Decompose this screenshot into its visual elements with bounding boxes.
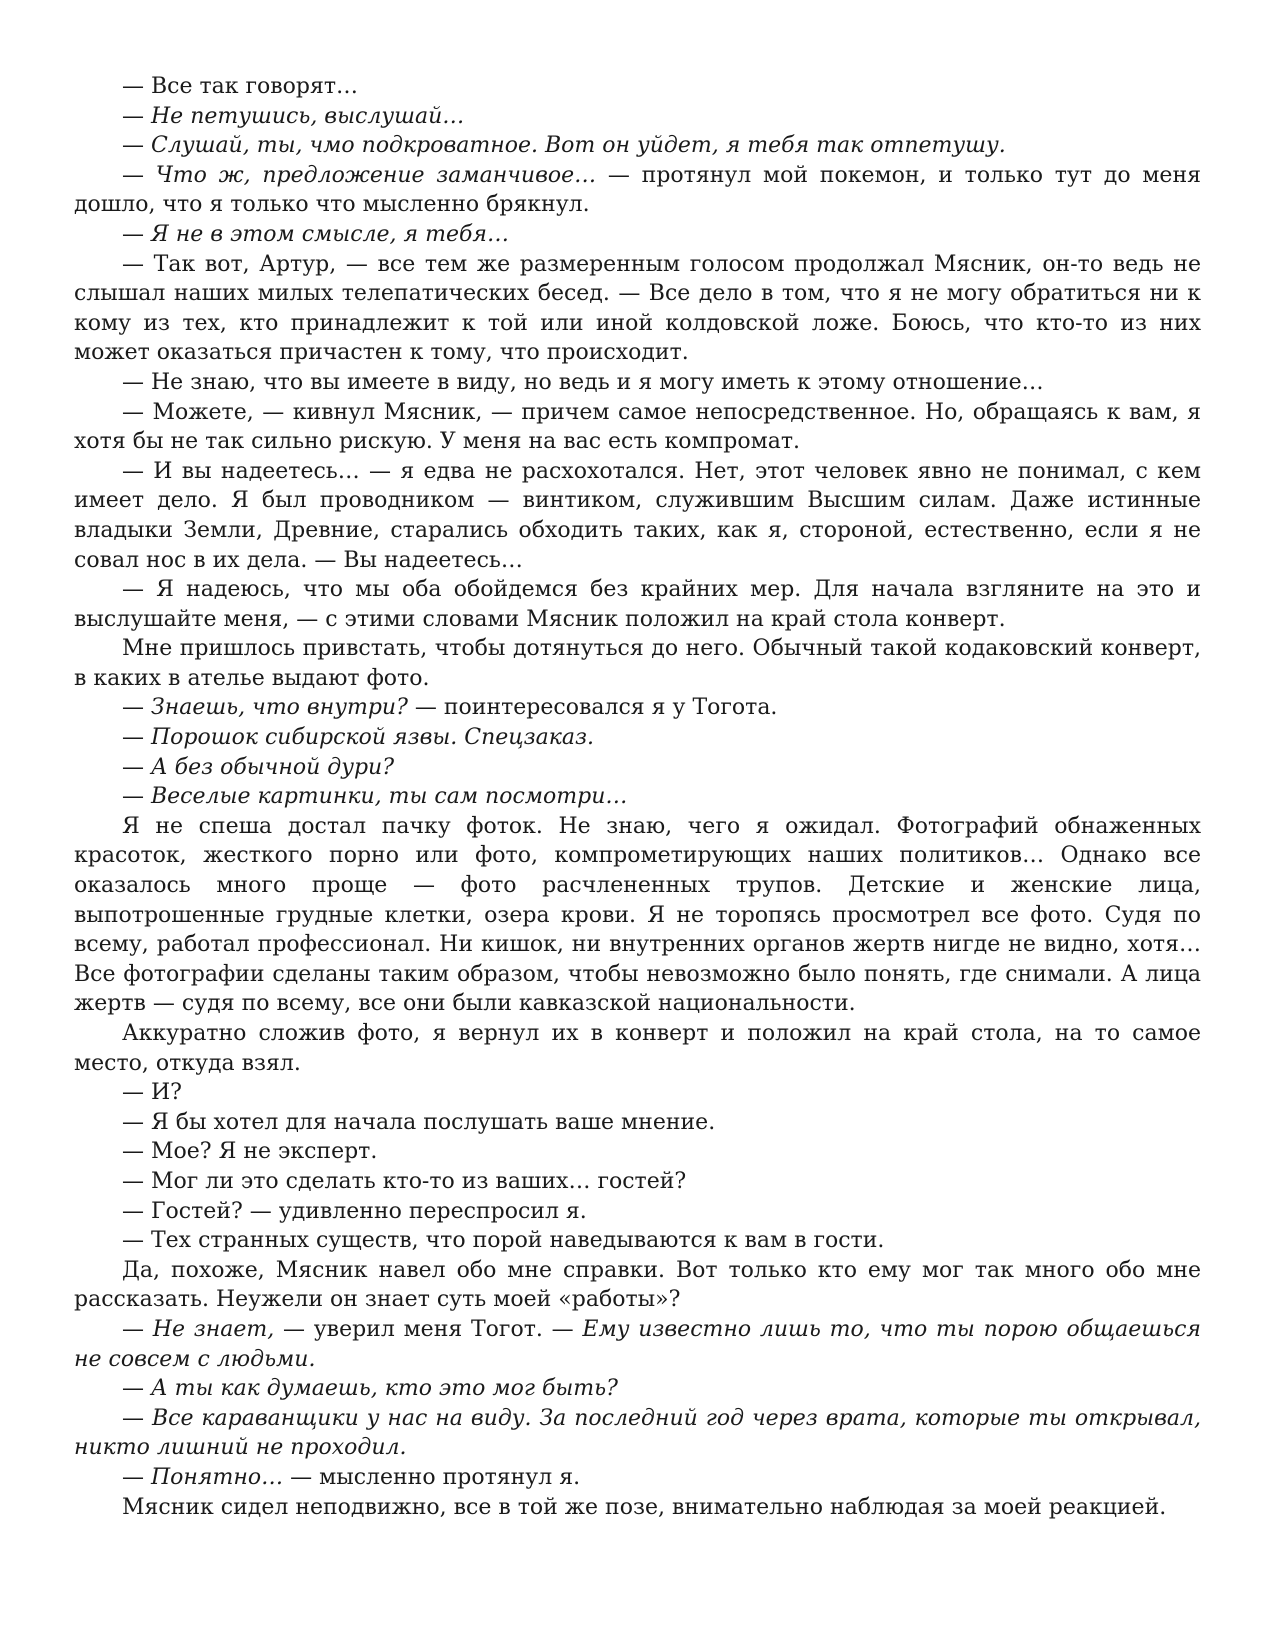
italic-text: А ты как думаешь, кто это мог быть? [151, 1376, 618, 1402]
text-run: — [122, 784, 151, 810]
text-run: — И? [122, 1080, 182, 1106]
text-run: — поинтересовался я у Тогота. [407, 695, 778, 721]
paragraph [74, 782, 1201, 812]
text-run: — [122, 725, 151, 751]
italic-text: Порошок сибирской язвы. Спецзаказ. [151, 725, 595, 751]
text-run: — [122, 1376, 151, 1402]
text-run: Я не спеша достал пачку фоток. Не знаю, чего я ожидал. Фотографий обнаженных красоток, жесткого порно или фото, компрометирующих наших политиков… Однако все оказалось много проще — фото расчлененных трупов. Детские и женские лица, выпотрошенные грудные клетки, озера крови. Я не торопясь просмотрел все фото. Судя по всему, работал профессионал. Ни кишок, ни внутренних органов жертв нигде не видно, хотя… Все фотографии сделаны таким образом, чтобы невозможно было понять, где снимали. А лица жертв — судя по всему, все они были кавказской национальности. [74, 813, 1201, 1017]
text-run: — Тех странных существ, что порой наведываются к вам в гости. [122, 1228, 885, 1254]
document-page [74, 72, 1201, 1522]
paragraph [74, 634, 1201, 693]
text-run: — протянул мой покемон, и только тут до меня дошло, что я только что мысленно брякнул. [74, 162, 1201, 218]
text-run: Мясник сидел неподвижно, все в той же позе, внимательно наблюдая за моей реакцией. [122, 1494, 1167, 1520]
paragraph [74, 1374, 1201, 1404]
paragraph [74, 812, 1201, 1019]
italic-text: Не знает, [152, 1316, 275, 1342]
paragraph [74, 398, 1201, 457]
text-run: — Мог ли это сделать кто-то из ваших… гостей? [122, 1168, 687, 1194]
paragraph [74, 72, 1201, 102]
text-run: — [122, 1464, 151, 1490]
italic-text: Ему известно лишь то, что ты порою общаешься не совсем с людьми. [74, 1316, 1201, 1372]
italic-text: Не петушись, выслушай… [151, 103, 465, 129]
text-run: — И вы надеетесь… — я едва не расхохотался. Нет, этот человек явно не понимал, с кем имеет дело. Я был проводником — винтиком, служившим Высшим силам. Даже истинные владыки Земли, Древние, старались обходить таких, как я, стороной, естественно, если я не совал нос в их дела. — Вы надеетесь… [74, 458, 1201, 573]
text-run: — [122, 162, 156, 188]
text-run: — [122, 221, 151, 247]
text-run: — Я надеюсь, что мы оба обойдемся без крайних мер. Для начала взгляните на это и выслушайте меня, — с этими словами Мясник положил на край стола конверт. [74, 577, 1201, 632]
text-run: — Все так говорят… [122, 74, 359, 99]
text-run: — Я бы хотел для начала послушать ваше мнение. [122, 1109, 716, 1135]
paragraph [74, 723, 1201, 753]
italic-text: Что ж, предложение заманчивое… [155, 162, 597, 188]
italic-text: Я не в этом смысле, я тебя… [151, 221, 509, 247]
text-run: — [122, 1316, 153, 1342]
paragraph [74, 250, 1201, 368]
paragraph [74, 753, 1201, 783]
text-run: — [122, 1405, 152, 1431]
paragraph [74, 368, 1201, 398]
paragraph [74, 575, 1201, 634]
italic-text: Понятно… [151, 1464, 284, 1490]
italic-text: Веселые картинки, ты сам посмотри… [151, 784, 628, 810]
paragraph [74, 1404, 1201, 1463]
paragraph [74, 1137, 1201, 1167]
text-run: — [122, 695, 151, 721]
text-run: — [122, 103, 151, 129]
paragraph [74, 220, 1201, 250]
text-run: — Не знаю, что вы имеете в виду, но ведь и я могу иметь к этому отношение… [122, 369, 1044, 395]
italic-text: Все караванщики у нас на виду. За последний год через врата, которые ты открывал, никто лишний не проходил. [74, 1405, 1201, 1461]
text-run: — Гостей? — удивленно переспросил я. [122, 1198, 587, 1224]
paragraph [74, 1167, 1201, 1197]
text-run: Мне пришлось привстать, чтобы дотянуться до него. Обычный такой кодаковский конверт, в каких в ателье выдают фото. [74, 636, 1201, 691]
paragraph [74, 457, 1201, 575]
text-run: — Так вот, Артур, — все тем же размеренным голосом продолжал Мясник, он-то ведь не слышал наших милых телепатических бесед. — Все дело в том, что я не могу обратиться ни к кому из тех, кто принадлежит к той или иной колдовской ложе. Боюсь, что кто-то из них может оказаться причастен к тому, что происходит. [74, 251, 1201, 366]
italic-text: Слушай, ты, чмо подкроватное. Вот он уйдет, я тебя так отпетушу. [151, 133, 1006, 159]
text-run: — Мое? Я не эксперт. [122, 1139, 378, 1165]
text-run: — Можете, — кивнул Мясник, — причем самое непосредственное. Но, обращаясь к вам, я хотя бы не так сильно рискую. У меня на вас есть компромат. [74, 399, 1201, 455]
text-run: — [122, 754, 151, 780]
paragraph [74, 102, 1201, 132]
text-run: — уверил меня Тогот. — [274, 1316, 583, 1342]
text-run: Да, похоже, Мясник навел обо мне справки. Вот только кто ему мог так много обо мне рассказать. Неужели он знает суть моей «работы»? [74, 1257, 1201, 1313]
paragraph [74, 1197, 1201, 1227]
paragraph [74, 1493, 1201, 1523]
italic-text: А без обычной дури? [151, 754, 395, 780]
text-run: — мысленно протянул я. [283, 1464, 581, 1490]
paragraph [74, 1108, 1201, 1138]
italic-text: Знаешь, что внутри? [151, 695, 408, 721]
paragraph [74, 1315, 1201, 1374]
paragraph [74, 161, 1201, 220]
paragraph [74, 1019, 1201, 1078]
paragraph [74, 131, 1201, 161]
text-run: — [122, 133, 151, 159]
paragraph [74, 1226, 1201, 1256]
paragraph [74, 1078, 1201, 1108]
paragraph [74, 1256, 1201, 1315]
text-run: Аккуратно сложив фото, я вернул их в конверт и положил на край стола, на то самое место, откуда взял. [74, 1021, 1201, 1076]
paragraph [74, 1463, 1201, 1493]
paragraph [74, 693, 1201, 723]
